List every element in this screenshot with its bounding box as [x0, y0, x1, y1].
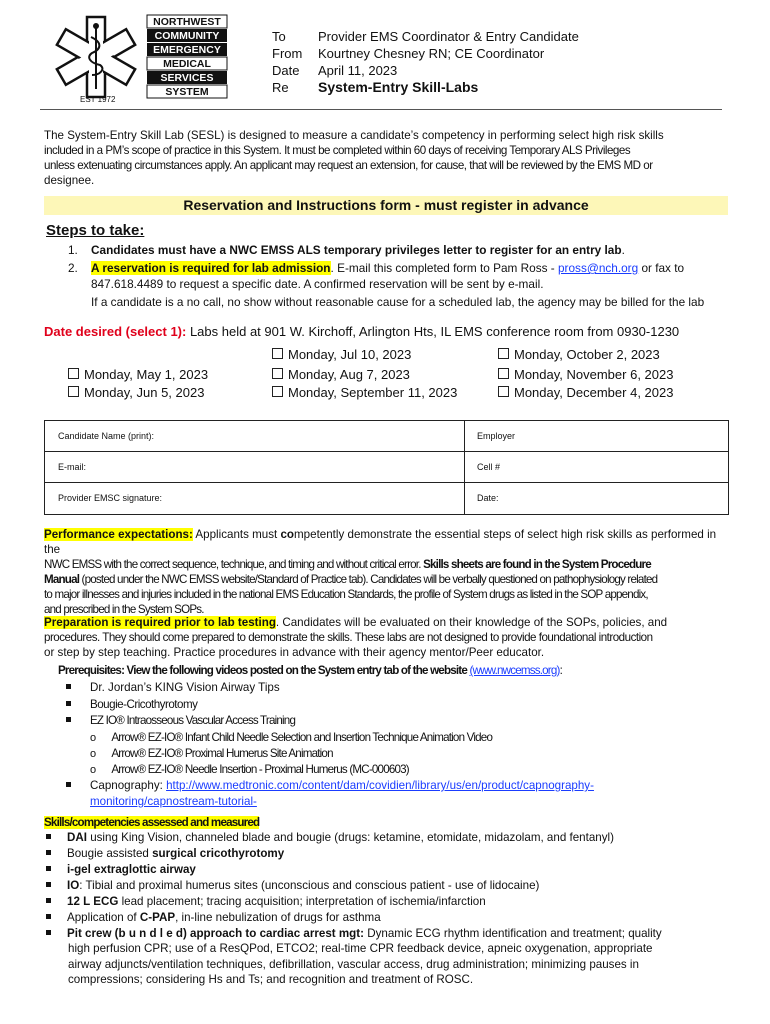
- checkbox[interactable]: [272, 348, 283, 359]
- circle-bullet-icon: o: [90, 748, 96, 760]
- list-item: [66, 680, 280, 695]
- logo-line-2: COMMUNITY: [154, 30, 220, 42]
- preparation-paragraph: Preparation is required prior to lab testing. Candidates will be evaluated on their knowledge of the SOPs, policies, and procedures. They should come prepared to demonstrate the skills. These labs are not designed to provide foundational introduction or step by step teaching. Practice procedures in advance with their agency mentor/Peer educator.: [44, 616, 668, 659]
- capnography-link-cont[interactable]: monitoring/capnostream-tutorial-: [90, 795, 257, 808]
- steps-title: Steps to take:: [46, 222, 145, 239]
- bullet-icon: [66, 684, 71, 689]
- checkbox[interactable]: [272, 368, 283, 379]
- bullet-icon: [66, 701, 71, 706]
- logo-line-4: MEDICAL: [163, 58, 211, 70]
- bullet-icon: [46, 930, 51, 935]
- bullet-icon: [66, 782, 71, 787]
- video-link[interactable]: Dr. Jordan’s KING Vision Airway Tips: [90, 681, 280, 694]
- capnography-link[interactable]: http://www.medtronic.com/content/dam/covidien/library/us/en/product/capnography-: [166, 779, 594, 792]
- bullet-icon: [46, 898, 51, 903]
- step-2-line-2: 847.618.4489 to request a specific date. A confirmed reservation will be sent by e-mail.: [91, 277, 544, 291]
- skill-item: Application of C-PAP, in-line nebulization of drugs for asthma: [46, 910, 381, 925]
- checkbox[interactable]: [68, 386, 79, 397]
- date-option[interactable]: Monday, Jul 10, 2023: [272, 346, 411, 363]
- performance-paragraph: Performance expectations: Applicants must competently demonstrate the essential steps of select high risk skills as performed in the NWC EMSS with the correct sequence, technique, and timing and without critical error. Skills sheets are found in the System Procedure Manual (posted under the NWC EMSS website/Standard of Practice tab). Candidates will be verbally questioned on pathophysiology related to major illnesses and injuries included in the national EMS Education Standards, the profile of System drugs as listed in the SOP appendix, and prescribed in the System SOPs.: [44, 528, 717, 616]
- bullet-icon: [46, 850, 51, 855]
- bullet-icon: [46, 882, 51, 887]
- date-option[interactable]: Monday, December 4, 2023: [498, 384, 673, 401]
- skill-item: IO: Tibial and proximal humerus sites (unconscious and conscious patient - use of lidocaine): [46, 878, 539, 893]
- skill-item: DAI using King Vision, channeled blade and bougie (drugs: ketamine, etomidate, midazolam, and fentanyl): [46, 830, 614, 845]
- form-divider: [464, 421, 465, 514]
- circle-bullet-icon: o: [90, 732, 96, 744]
- candidate-name-field[interactable]: Candidate Name (print):: [58, 431, 155, 441]
- sub-list-item: [90, 746, 333, 762]
- date-option[interactable]: Monday, November 6, 2023: [498, 366, 673, 383]
- email-link[interactable]: pross@nch.org: [558, 261, 639, 275]
- video-link[interactable]: Arrow® EZ-IO® Infant Child Needle Selection and Insertion Technique Animation Video: [111, 731, 493, 744]
- candidate-form: [44, 420, 729, 515]
- nwc-emss-logo: [52, 13, 232, 105]
- checkbox[interactable]: [498, 348, 509, 359]
- logo-line-3: EMERGENCY: [153, 44, 221, 56]
- skill-item-continued: airway adjuncts/ventilation techniques, defibrillation, vascular access, drug administration; minimizing pauses in: [68, 958, 639, 971]
- video-link[interactable]: Bougie-Cricothyrotomy: [90, 698, 198, 711]
- date-option[interactable]: Monday, September 11, 2023: [272, 384, 457, 401]
- skills-heading: Skills/competencies assessed and measured: [44, 816, 260, 829]
- date-option[interactable]: Monday, Jun 5, 2023: [68, 384, 204, 401]
- logo-line-5: SERVICES: [160, 72, 214, 84]
- bullet-icon: [46, 914, 51, 919]
- date-option[interactable]: Monday, October 2, 2023: [498, 346, 660, 363]
- bullet-icon: [46, 834, 51, 839]
- logo-est: EST 1972: [80, 95, 116, 104]
- logo-line-1: NORTHWEST: [153, 16, 221, 28]
- employer-field[interactable]: Employer: [477, 431, 516, 441]
- list-item: Capnography: http://www.medtronic.com/content/dam/covidien/library/us/en/product/capnography-: [66, 778, 594, 793]
- checkbox[interactable]: [68, 368, 79, 379]
- cell-field[interactable]: Cell #: [477, 462, 501, 472]
- checkbox[interactable]: [498, 386, 509, 397]
- memo-re: Re System-Entry Skill-Labs: [272, 79, 479, 95]
- logo-line-6: SYSTEM: [165, 86, 209, 98]
- video-link[interactable]: Arrow® EZ-IO® Needle Insertion - Proximal Humerus (MC-000603): [111, 763, 409, 776]
- prerequisites-heading: Prerequisites: View the following videos posted on the System entry tab of the website (www.nwcemss.org):: [58, 664, 562, 677]
- header-divider: [40, 109, 722, 110]
- step-2: 2. A reservation is required for lab admission. E-mail this completed form to Pam Ross - pross@nch.org or fax to: [68, 261, 685, 275]
- bullet-icon: [66, 717, 71, 722]
- skill-item: Pit crew (b u n d l e d) approach to cardiac arrest mgt: Dynamic ECG rhythm identification and treatment; quality: [46, 926, 662, 941]
- step-2-line-3: If a candidate is a no call, no show without reasonable cause for a scheduled lab, the agency may be billed for the lab: [91, 295, 705, 309]
- section-banner: Reservation and Instructions form - must register in advance: [44, 196, 728, 215]
- star-of-life-icon: [52, 13, 232, 105]
- skill-item: 12 L ECG lead placement; tracing acquisition; interpretation of ischemia/infarction: [46, 894, 486, 909]
- date-option[interactable]: Monday, May 1, 2023: [68, 366, 208, 383]
- video-link[interactable]: EZ IO® Intraosseous Vascular Access Training: [90, 714, 296, 727]
- checkbox[interactable]: [272, 386, 283, 397]
- email-field[interactable]: E-mail:: [58, 462, 87, 472]
- form-row-1: [45, 421, 728, 452]
- list-item: [66, 713, 295, 728]
- form-row-2: [45, 452, 728, 483]
- form-row-3: [45, 483, 728, 514]
- skill-item-continued: compressions; considering Hs and Ts; and recognition and treatment of ROSC.: [68, 973, 474, 986]
- date-field[interactable]: Date:: [477, 493, 499, 503]
- video-link[interactable]: Arrow® EZ-IO® Proximal Humerus Site Animation: [111, 747, 333, 760]
- memo-from: From Kourtney Chesney RN; CE Coordinator: [272, 46, 545, 61]
- skill-item-continued: high perfusion CPR; use of a ResQPod, ETCO2; real-time CPR feedback device, apneic oxygenation, appropriate: [68, 942, 653, 955]
- step-1: 1. Candidates must have a NWC EMSS ALS temporary privileges letter to register for an entry lab.: [68, 243, 625, 257]
- sub-list-item: [90, 762, 409, 778]
- checkbox[interactable]: [498, 368, 509, 379]
- date-option[interactable]: Monday, Aug 7, 2023: [272, 366, 410, 383]
- memo-to: To Provider EMS Coordinator & Entry Candidate: [272, 29, 579, 44]
- sub-list-item: [90, 730, 492, 746]
- skill-item: Bougie assisted surgical cricothyrotomy: [46, 846, 284, 861]
- list-item-continued: [90, 794, 257, 809]
- list-item: [66, 697, 197, 712]
- intro-paragraph: The System-Entry Skill Lab (SESL) is designed to measure a candidate’s competency in performing select high risk skills included in a PM’s scope of practice in this System. It must be completed within 60 days of receiving Temporary ALS Privileges unless extenuating circumstances apply. An applicant may request an extension, for cause, that will be reviewed by the EMS MD or designee.: [44, 129, 664, 187]
- circle-bullet-icon: o: [90, 764, 96, 776]
- website-link[interactable]: (www.nwcemss.org): [469, 664, 560, 677]
- skill-item: i-gel extraglottic airway: [46, 862, 196, 877]
- signature-field[interactable]: Provider EMSC signature:: [58, 493, 163, 503]
- memo-date: Date April 11, 2023: [272, 63, 398, 78]
- bullet-icon: [46, 866, 51, 871]
- date-desired-heading: Date desired (select 1): Labs held at 901 W. Kirchoff, Arlington Hts, IL EMS conference room from 0930-1230: [44, 324, 680, 339]
